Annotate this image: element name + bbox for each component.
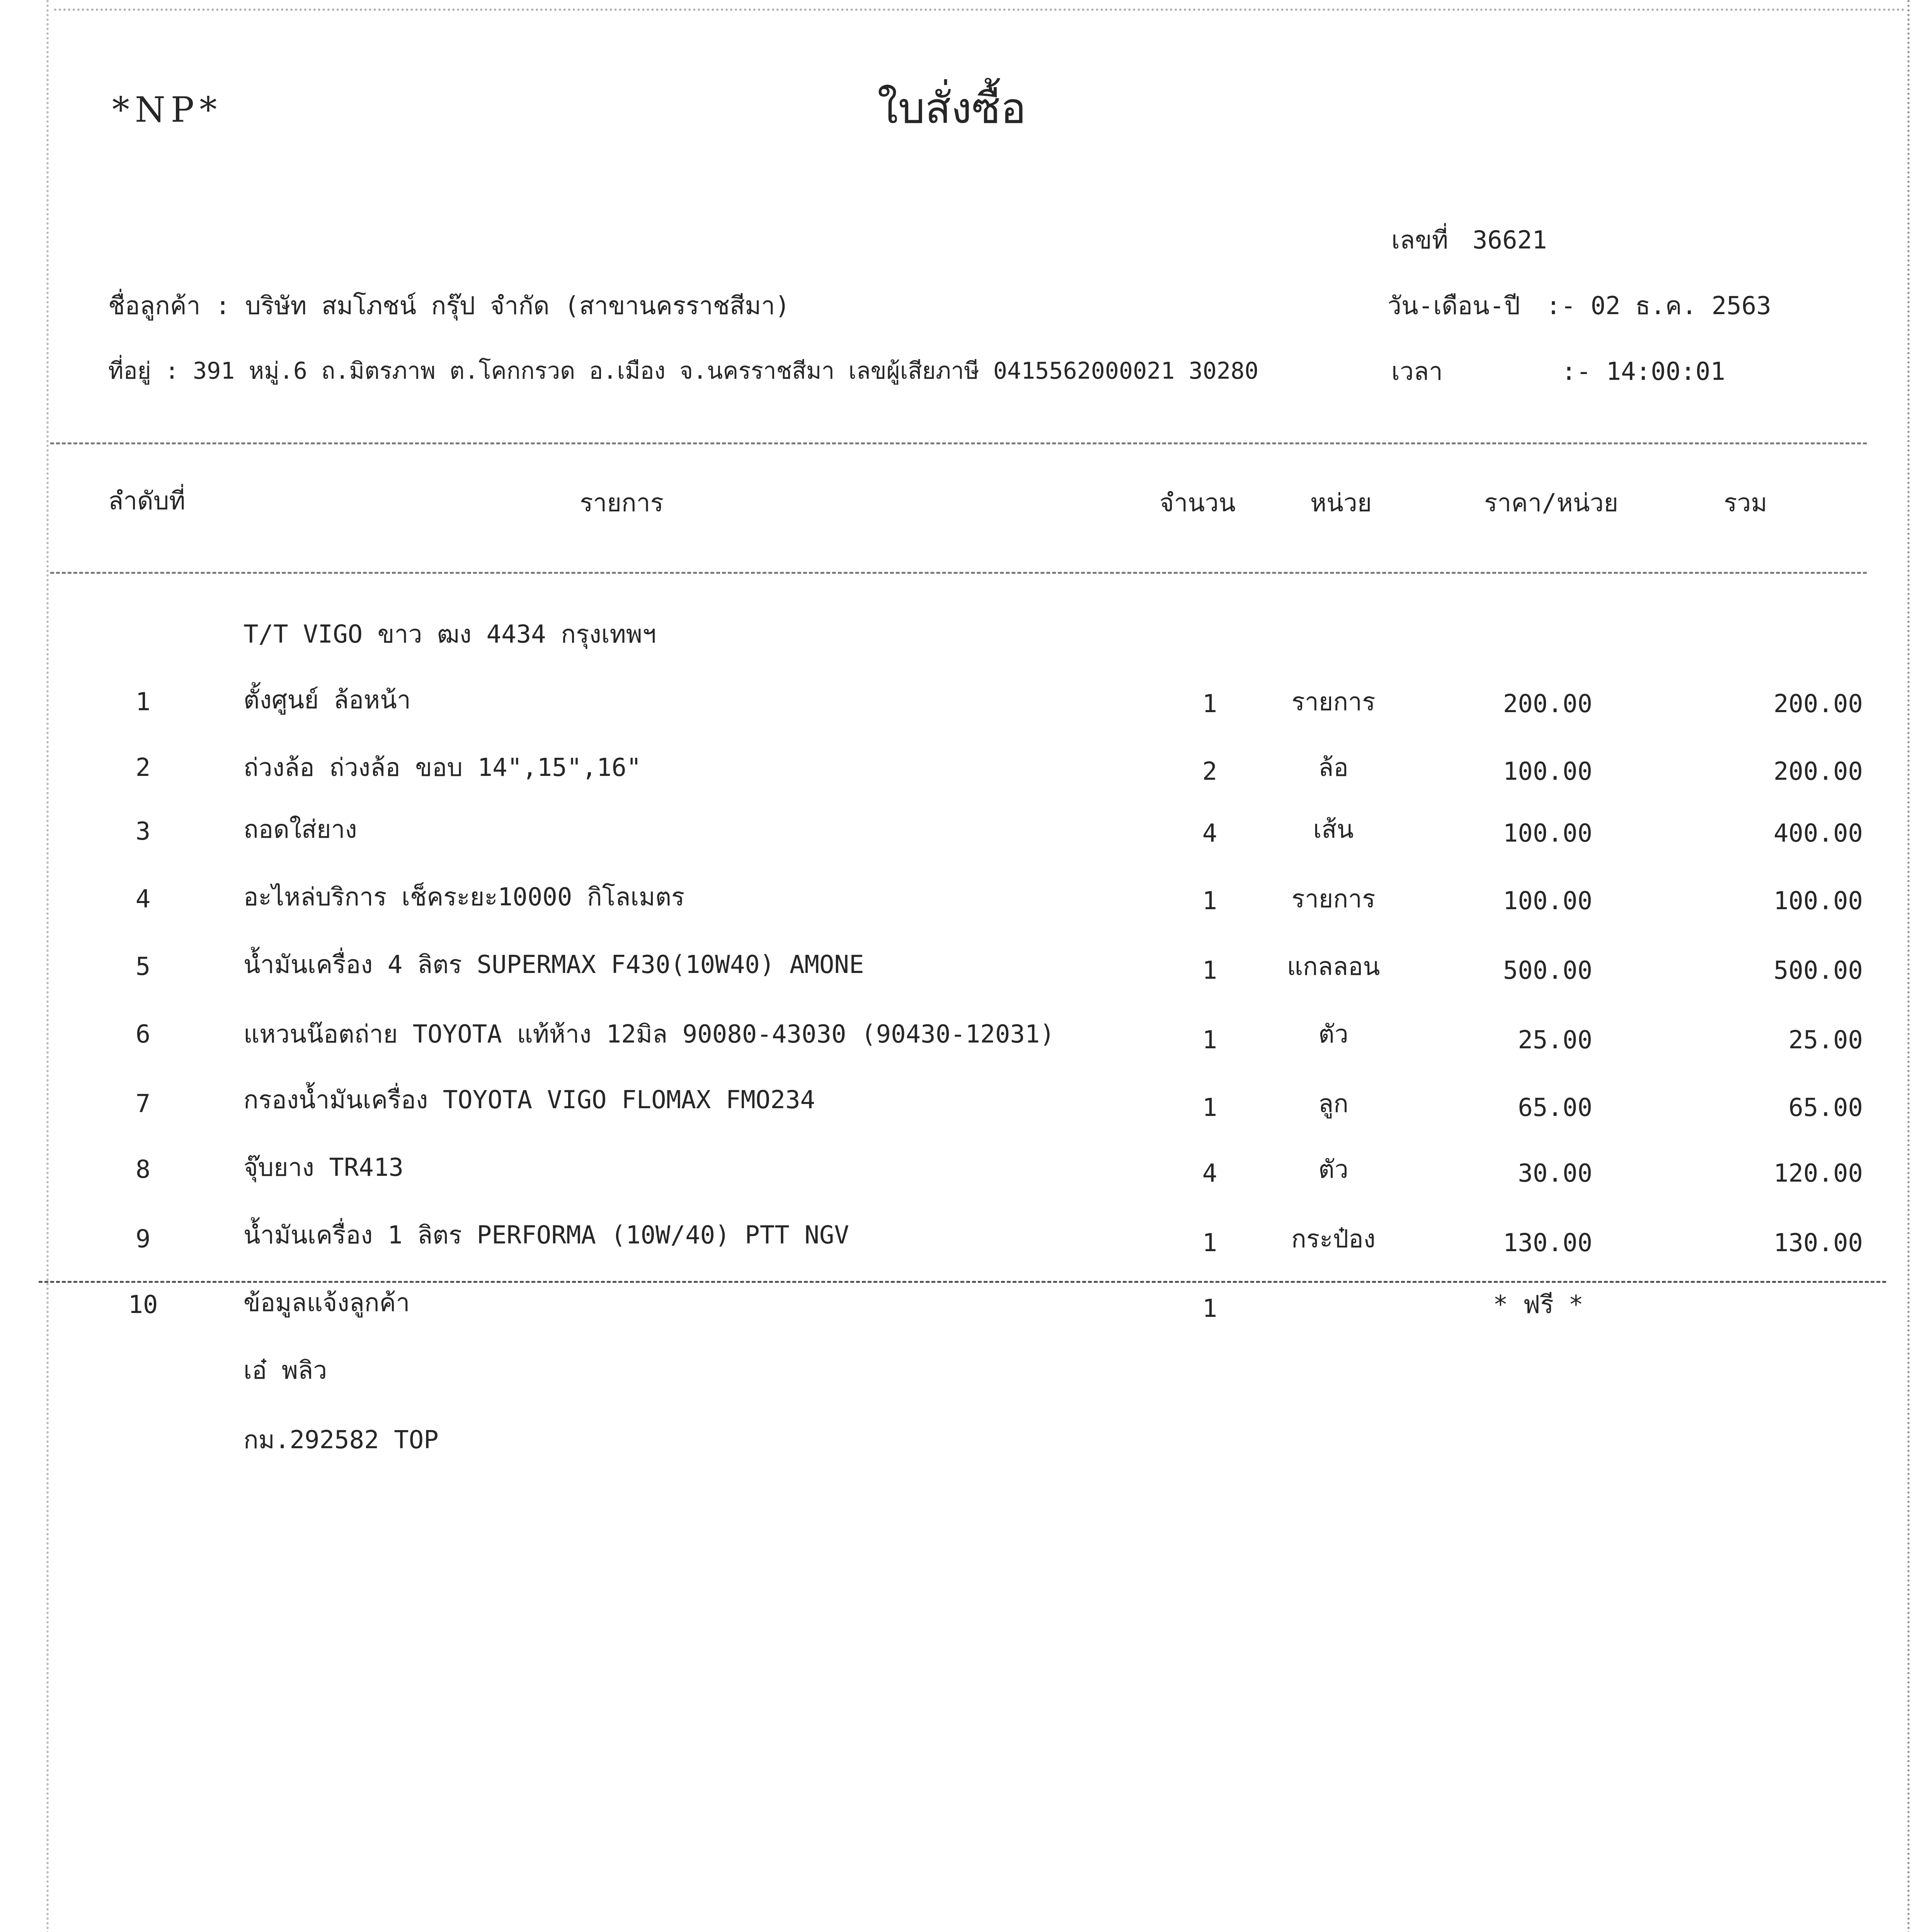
row-no: 2 (135, 753, 151, 782)
row-qty: 4 (1202, 819, 1217, 848)
row-desc: น้ำมันเครื่อง 4 ลิตร SUPERMAX F430(10W40) AMONE (243, 951, 864, 979)
row-unit: รายการ (1291, 885, 1376, 913)
row-unit: เส้น (1313, 815, 1354, 844)
row-total: 130.00 (1773, 1229, 1863, 1257)
date-value: :- 02 ธ.ค. 2563 (1546, 292, 1771, 320)
note-line: เอ๋ พลิว (243, 1356, 327, 1385)
row-unit: รายการ (1291, 688, 1376, 716)
row-desc: ถ่วงล้อ ถ่วงล้อ ขอบ 14",15",16" (243, 753, 642, 782)
row-total: 200.00 (1773, 757, 1863, 786)
col-unit-header: หน่วย (1310, 489, 1372, 517)
row-desc: อะไหล่บริการ เช็คระยะ10000 กิโลเมตร (243, 883, 685, 912)
doc-no: 36621 (1473, 226, 1547, 255)
row-price: 500.00 (1503, 956, 1592, 985)
row-qty: 4 (1202, 1159, 1217, 1188)
row-unit: กระป๋อง (1291, 1225, 1376, 1253)
row-no: 10 (128, 1291, 158, 1319)
company-code: *NP* (112, 90, 223, 130)
row-no: 4 (135, 885, 151, 913)
row-price: 30.00 (1518, 1159, 1592, 1188)
row-total: 400.00 (1773, 819, 1863, 848)
row-qty: 2 (1202, 757, 1217, 786)
row-desc: ข้อมูลแจ้งลูกค้า (243, 1289, 410, 1317)
col-total-header: รวม (1724, 489, 1767, 517)
row-desc: ตั้งศูนย์ ล้อหน้า (243, 686, 411, 714)
row-desc: น้ำมันเครื่อง 1 ลิตร PERFORMA (10W/40) PTT NGV (243, 1221, 849, 1250)
row-qty: 1 (1202, 956, 1217, 985)
row-unit: ตัว (1318, 1155, 1348, 1184)
row-price: * ฟรี * (1493, 1291, 1583, 1319)
document-title: ใบสั่งซื้อ (877, 83, 1027, 133)
table-header-divider (50, 572, 1867, 574)
row-qty: 1 (1202, 690, 1217, 718)
col-desc-header: รายการ (580, 489, 664, 517)
row-no: 6 (135, 1020, 151, 1049)
customer-address: ที่อยู่ : 391 หมู่.6 ถ.มิตรภาพ ต.โคกกรวด อ.เมือง จ.นครราชสีมา เลขผู้เสียภาษี 0415562000021 30280 (108, 357, 1259, 384)
left-perforation (46, 0, 49, 1932)
row-total: 120.00 (1773, 1159, 1863, 1188)
row-qty: 1 (1202, 1094, 1217, 1122)
row-unit: ล้อ (1318, 753, 1348, 782)
row-no: 8 (135, 1155, 151, 1184)
col-price-header: ราคา/หน่วย (1484, 489, 1618, 517)
row-price: 100.00 (1503, 887, 1592, 915)
row-price: 65.00 (1518, 1094, 1592, 1122)
row-total: 200.00 (1773, 690, 1863, 718)
row-price: 200.00 (1503, 690, 1592, 718)
date-label: วัน-เดือน-ปี (1388, 292, 1520, 320)
row-total: 65.00 (1788, 1094, 1863, 1122)
row-no: 9 (135, 1225, 151, 1253)
header-divider (50, 442, 1867, 444)
time-label: เวลา (1391, 357, 1443, 386)
row-unit: ตัว (1318, 1020, 1348, 1049)
row-unit: แกลลอน (1287, 952, 1380, 981)
col-no-header: ลำดับที่ (108, 487, 186, 515)
row-total: 25.00 (1788, 1026, 1863, 1054)
row-desc: จุ๊บยาง TR413 (243, 1153, 403, 1182)
row-desc: กรองน้ำมันเครื่อง TOYOTA VIGO FLOMAX FMO234 (243, 1086, 815, 1114)
row-price: 100.00 (1503, 757, 1592, 786)
vehicle-line: T/T VIGO ขาว ฒง 4434 กรุงเทพฯ (243, 620, 656, 649)
row-unit: ลูก (1318, 1090, 1348, 1118)
row-qty: 1 (1202, 1294, 1217, 1323)
time-value: :- 14:00:01 (1561, 357, 1725, 386)
row-qty: 1 (1202, 887, 1217, 915)
row-qty: 1 (1202, 1026, 1217, 1054)
row-no: 3 (135, 817, 151, 846)
top-edge (54, 9, 1905, 11)
row-no: 5 (135, 952, 151, 981)
note-line: กม.292582 TOP (243, 1426, 439, 1454)
row-separator (39, 1281, 1886, 1283)
row-desc: ถอดใส่ยาง (243, 815, 357, 844)
row-price: 25.00 (1518, 1026, 1592, 1054)
right-perforation (1907, 0, 1910, 1932)
customer-name: ชื่อลูกค้า : บริษัท สมโภชน์ กรุ๊ป จำกัด (สาขานครราชสีมา) (108, 292, 790, 320)
row-qty: 1 (1202, 1229, 1217, 1257)
row-total: 100.00 (1773, 887, 1863, 915)
row-no: 7 (135, 1090, 151, 1118)
row-desc: แหวนน๊อตถ่าย TOYOTA แท้ห้าง 12มิล 90080-43030 (90430-12031) (243, 1020, 1055, 1049)
doc-no-label: เลขที่ (1391, 226, 1449, 255)
row-total: 500.00 (1773, 956, 1863, 985)
row-price: 130.00 (1503, 1229, 1592, 1257)
col-qty-header: จำนวน (1159, 489, 1236, 517)
row-price: 100.00 (1503, 819, 1592, 848)
row-no: 1 (135, 688, 151, 716)
